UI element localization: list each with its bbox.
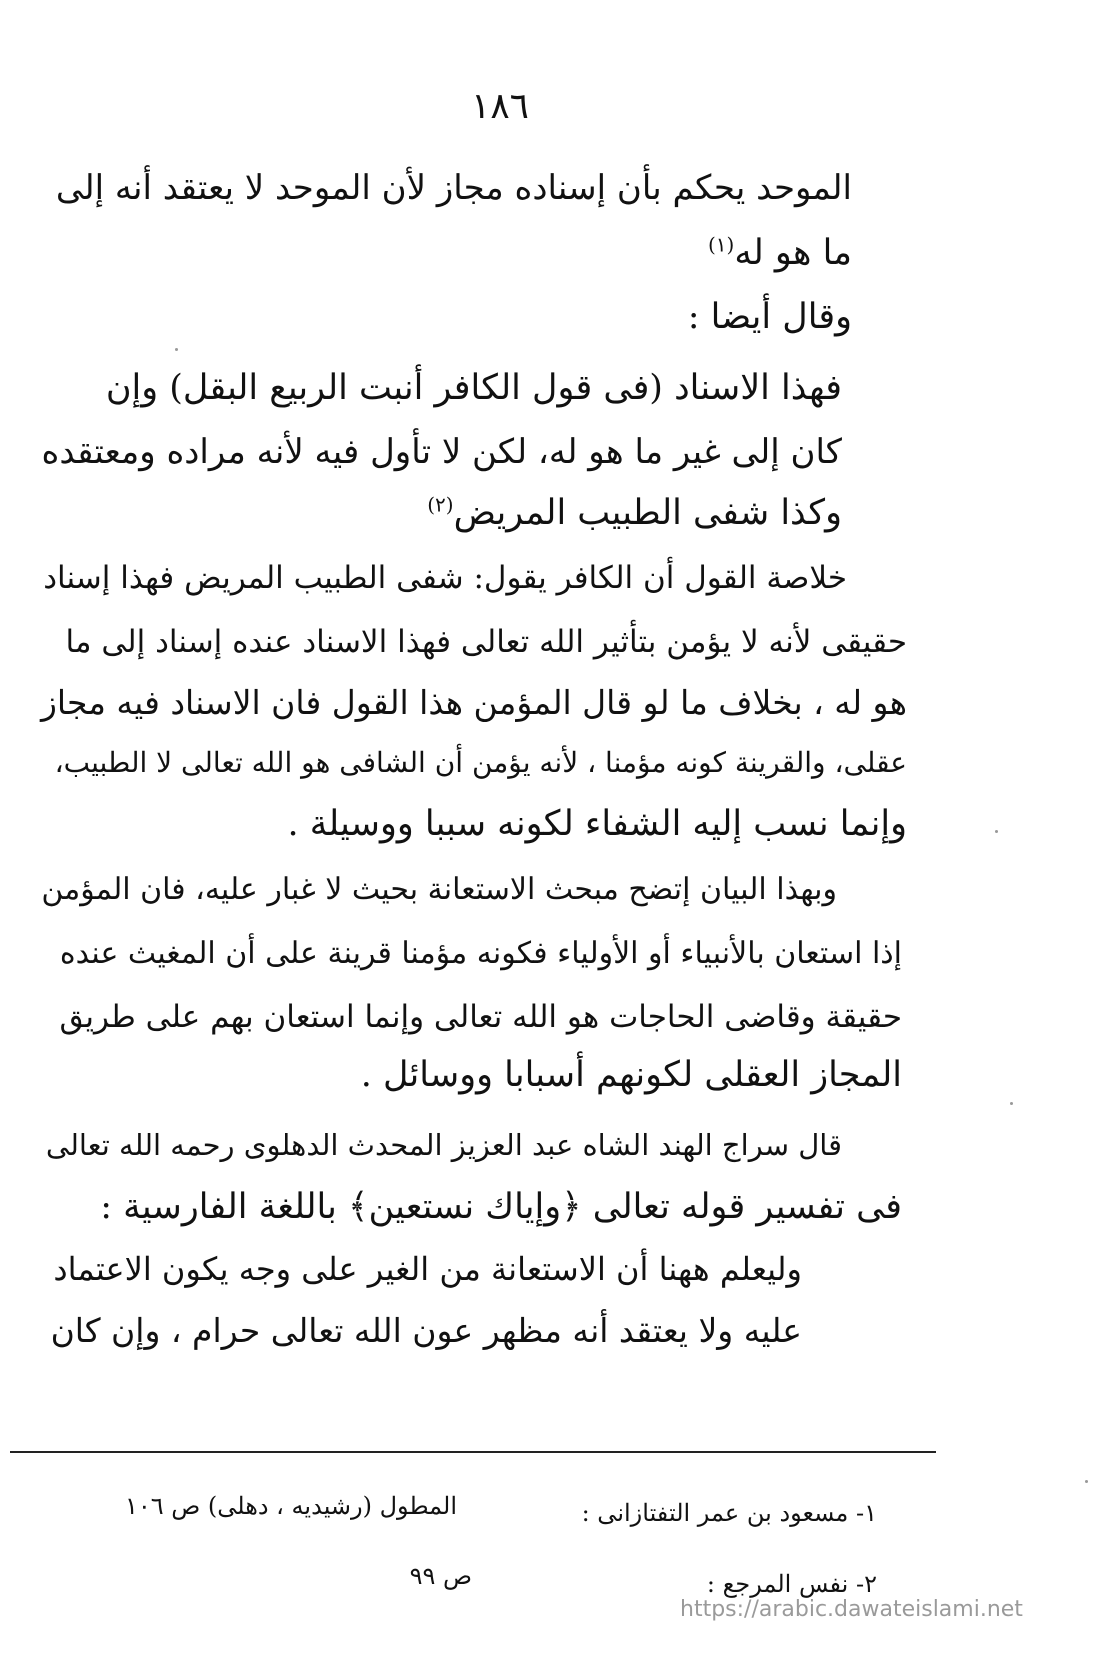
body-line-6 [427,488,842,538]
body-line-19: عليه ولا يعتقد أنه مظهر عون الله تعالى حرام ، وإن كان [50,1311,802,1350]
page-number: ١٨٦ [470,86,529,127]
watermark-url: https://arabic.dawateislami.net [680,1597,1023,1622]
footnote-ref-2: (٢) [427,492,454,517]
body-line-9: هو له ، بخلاف ما لو قال المؤمن هذا القول فان الاسناد فيه مجاز [40,683,907,722]
scan-speck [175,348,178,351]
body-line-18: وليعلم ههنا أن الاستعانة من الغير على وجه يكون الاعتماد [53,1250,802,1288]
body-line-11: وإنما نسب إليه الشفاء لكونه سببا ووسيلة . [287,804,907,844]
body-line-12: وبهذا البيان إتضح مبحث الاستعانة بحيث لا غبار عليه، فان المؤمن [41,872,837,907]
body-line-8: حقيقى لأنه لا يؤمن بتأثير الله تعالى فهذا الاسناد عنده إسناد إلى ما [65,624,907,660]
body-line-16: قال سراج الهند الشاه عبد العزيز المحدث الدهلوى رحمه الله تعالى [45,1128,842,1162]
body-line-2-text: ما هو له [734,233,852,273]
body-line-13: إذا استعان بالأنبياء أو الأولياء فكونه مؤمنا قرينة على أن المغيث عنده [59,936,902,971]
scan-speck [995,830,998,833]
footnote-1-work: المطول (رشيديه ، دهلى) ص ١٠٦ [124,1492,457,1520]
body-line-4: فهذا الاسناد (فى قول الكافر أنبت الربيع البقل) وإن [105,368,842,408]
body-line-3: وقال أيضا : [687,297,852,337]
footnote-1-author: ١- مسعود بن عمر التفتازانى : [581,1499,877,1527]
footnote-divider [10,1451,936,1453]
body-line-1: الموحد يحكم بأن إسناده مجاز لأن الموحد لا يعتقد أنه إلى [55,168,852,208]
body-line-15: المجاز العقلى لكونهم أسبابا ووسائل . [360,1055,902,1095]
scan-speck [1085,1480,1088,1483]
footnote-2-page: ص ٩٩ [409,1562,472,1590]
scan-speck [1010,1102,1013,1105]
footnote-2-ref: ٢- نفس المرجع : [706,1570,877,1598]
body-line-6-text: وكذا شفى الطبيب المريض [453,493,842,533]
footnote-ref-1: (١) [707,232,735,257]
body-line-14: حقيقة وقاضى الحاجات هو الله تعالى وإنما استعان بهم على طريق [59,999,902,1035]
body-line-7: خلاصة القول أن الكافر يقول: شفى الطبيب المريض فهذا إسناد [43,560,847,596]
body-line-10: عقلى، والقرينة كونه مؤمنا ، لأنه يؤمن أن الشافى هو الله تعالى لا الطبيب، [54,746,907,779]
body-line-17: فى تفسير قوله تعالى ﴿وإياك نستعين﴾ باللغة الفارسية : [100,1187,902,1227]
body-line-2 [708,228,852,278]
body-line-5: كان إلى غير ما هو له، لكن لا تأول فيه لأنه مراده ومعتقده [41,432,842,472]
